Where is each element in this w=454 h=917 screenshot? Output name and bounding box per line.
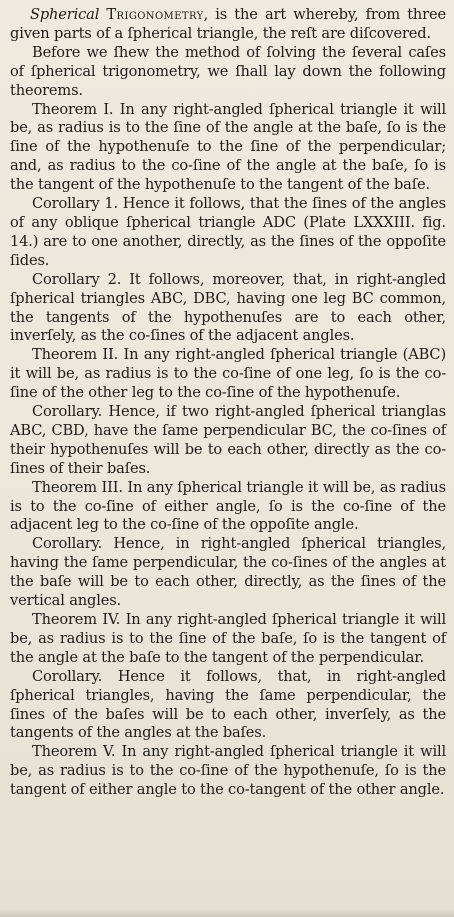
page-bottom-edge	[0, 909, 454, 917]
theorem-5: Theorem V. In any right-angled ſpherical triangle it will be, as radius is to the co-ſine of the hypothenuſe, ſo is the tangent of either angle to the co-tangent of the other angle.	[10, 743, 446, 799]
lead-word: Spherical	[30, 6, 100, 23]
theorem-4: Theorem IV. In any right-angled ſpherical triangle it will be, as radius is to the ſine of the baſe, ſo is the tangent of the angle at the baſe to the tangent of the perpendicular.	[10, 611, 446, 666]
intro-text: , is the art whereby, from three given parts of a ſpherical triangle, the reſt are diſcovered.	[10, 6, 446, 42]
corollary-2: Corollary 2. It follows, moreover, that, in right-angled ſpherical triangles ABC, DBC, having one leg BC common, the tangents of the hypothenuſes are to each other, inverſely, as the co-ſines of the adjacent angles.	[10, 270, 446, 345]
section-heading: Trigonometry	[106, 6, 204, 23]
paragraph: Before we ſhew the method of ſolving the ſeveral caſes of ſpherical trigonometry, we ſhall lay down the following theorems.	[10, 43, 446, 99]
corollary-theorem-4: Corollary. Hence it follows, that, in right-angled ſpherical triangles, having the ſame perpendicular, the ſines of the baſes will be to each other, inverſely, as the tangents of the angles at the baſes.	[10, 667, 446, 742]
corollary-1: Corollary 1. Hence it follows, that the ſines of the angles of any oblique ſpherical triangle ADC (Plate LXXXIII. fig. 14.) are to one another, directly, as the ſines of the oppoſite ſides.	[10, 195, 446, 269]
theorem-2: Theorem II. In any right-angled ſpherical triangle (ABC) it will be, as radius is to the co-ſine of one leg, ſo is the co-ſine of the other leg to the co-ſine of the hypothenuſe.	[10, 346, 446, 402]
theorem-3: Theorem III. In any ſpherical triangle it will be, as radius is to the co-ſine of either angle, ſo is the co-ſine of the adjacent leg to the co-ſine of the oppoſite angle.	[10, 478, 446, 534]
corollary-theorem-3: Corollary. Hence, in right-angled ſpherical triangles, having the ſame perpendicular, the co-ſines of the angles at the baſe will be to each other, directly, as the ſines of the vertical angles.	[10, 535, 446, 610]
corollary-theorem-2: Corollary. Hence, if two right-angled ſpherical trianglas ABC, CBD, have the ſame perpendicular BC, the co-ſines of their hypothenuſes will be to each other, directly as the co-ſines of their baſes.	[10, 403, 446, 477]
intro-paragraph	[10, 6, 446, 44]
theorem-1: Theorem I. In any right-angled ſpherical triangle it will be, as radius is to the ſine of the angle at the baſe, ſo is the ſine of the hypothenuſe to the ſine of the perpendicular; and, as radius to the co-ſine of the angle at the baſe, ſo is the tangent of the hypothenuſe to the tangent of the baſe.	[10, 100, 446, 194]
